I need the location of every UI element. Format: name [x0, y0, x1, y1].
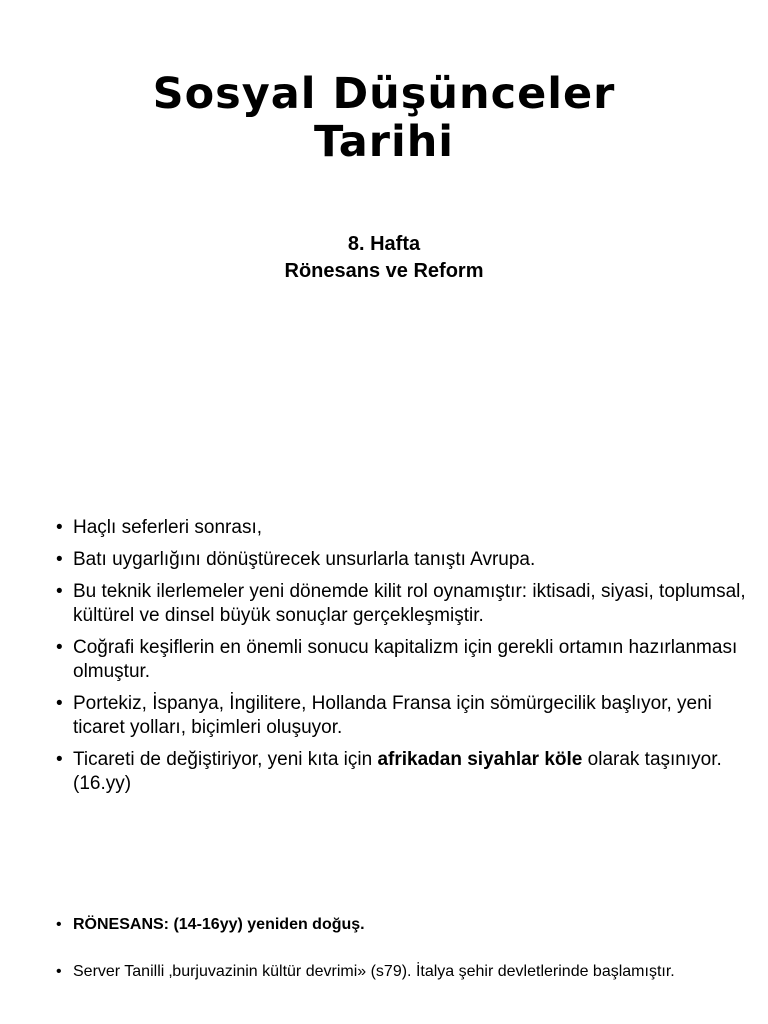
list-item-text: Batı uygarlığını dönüştürecek unsurlarla tanıştı Avrupa. [73, 549, 536, 570]
slide-title-line-1: Sosyal Düşünceler [152, 69, 616, 119]
list-item [56, 748, 746, 796]
list-item [56, 516, 746, 540]
bullet-icon: • [56, 637, 63, 658]
bullet-icon: • [56, 693, 63, 714]
bullet-list-main [56, 516, 746, 804]
slide-title-line-2: Tarihi [313, 117, 455, 167]
bullet-icon: • [56, 581, 63, 602]
topic-label: Rönesans ve Reform [284, 260, 484, 282]
list-item-text: Haçlı seferleri sonrası, [73, 517, 263, 538]
list-item-text: Bu teknik ilerlemeler yeni dönemde kilit rol oynamıştır: iktisadi, siyasi, toplumsal, kültürel ve dinsel büyük sonuçlar gerçekleşmiştir. [73, 581, 746, 626]
list-item-text: Server Tanilli ‚burjuvazinin kültür devrimi» (s79). İtalya şehir devletlerinde başlamıştır. [73, 963, 675, 980]
slide-title [0, 70, 768, 166]
list-item-text-pre: Ticareti de değiştiriyor, yeni kıta için [73, 749, 378, 770]
list-item-text-post: olarak taşınıyor. (16.yy) [73, 749, 722, 794]
list-item-text-emphasis: afrikadan siyahlar köle [377, 749, 583, 770]
list-item [56, 580, 746, 628]
bullet-icon: • [56, 549, 63, 570]
slide-subtitle [0, 231, 768, 285]
list-item [56, 960, 746, 983]
list-item-text: Portekiz, İspanya, İngilitere, Hollanda Fransa için sömürgecilik başlıyor, yeni ticaret yolları, biçimleri oluşuyor. [73, 693, 712, 738]
bullet-icon: • [56, 517, 63, 538]
bullet-icon: • [56, 749, 63, 770]
list-item [56, 913, 746, 936]
bullet-icon: • [56, 916, 62, 933]
list-item [56, 636, 746, 684]
list-item-text: Coğrafi keşiflerin en önemli sonucu kapitalizm için gerekli ortamın hazırlanması olmuştur. [73, 637, 738, 682]
bullet-list-renaissance [56, 913, 746, 983]
list-item [56, 692, 746, 740]
bullet-icon: • [56, 963, 62, 980]
list-item [56, 548, 746, 572]
week-label: 8. Hafta [347, 233, 421, 255]
section-heading: RÖNESANS: (14-16yy) yeniden doğuş. [73, 916, 365, 933]
